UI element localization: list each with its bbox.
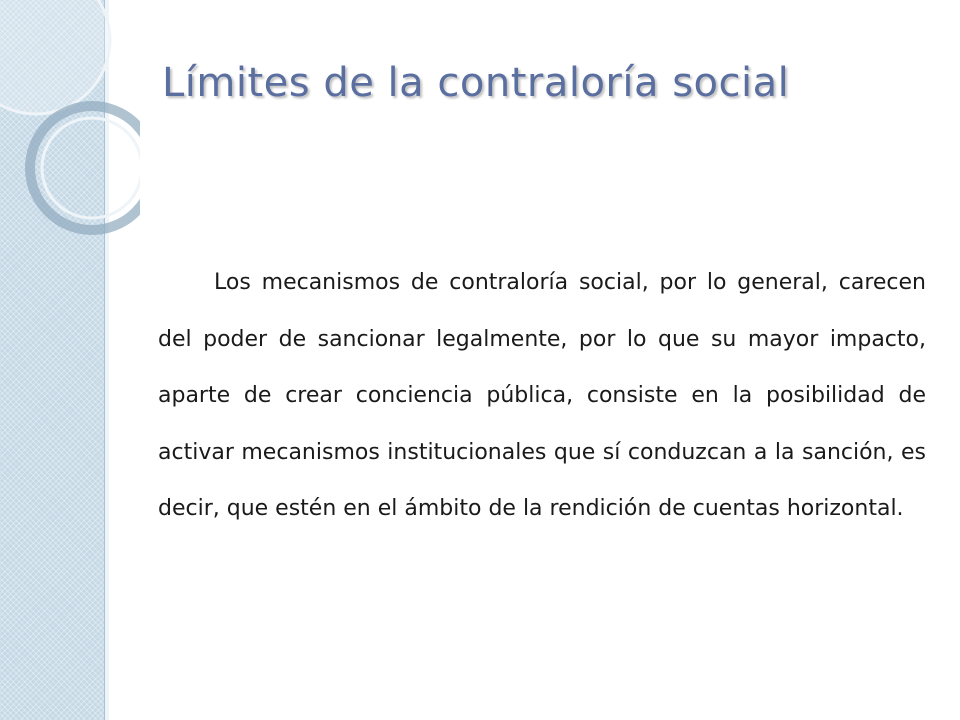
decorative-circle-large [0,0,110,114]
slide-body-paragraph: Los mecanismos de contraloría social, por lo general, carecen del poder de sancionar legalmente, por lo que su mayor impacto, aparte de crear conciencia pública, consiste en la posibilidad de activar mecanismos institucionales que sí conduzcan a la sanción, es decir, que estén en el ámbito de la rendición de cuentas horizontal. [158,270,926,521]
decorative-ring [30,106,140,230]
decorative-ring-inner [42,118,140,218]
slide-title: Límites de la contraloría social [162,60,790,106]
decorative-circles [0,0,140,260]
